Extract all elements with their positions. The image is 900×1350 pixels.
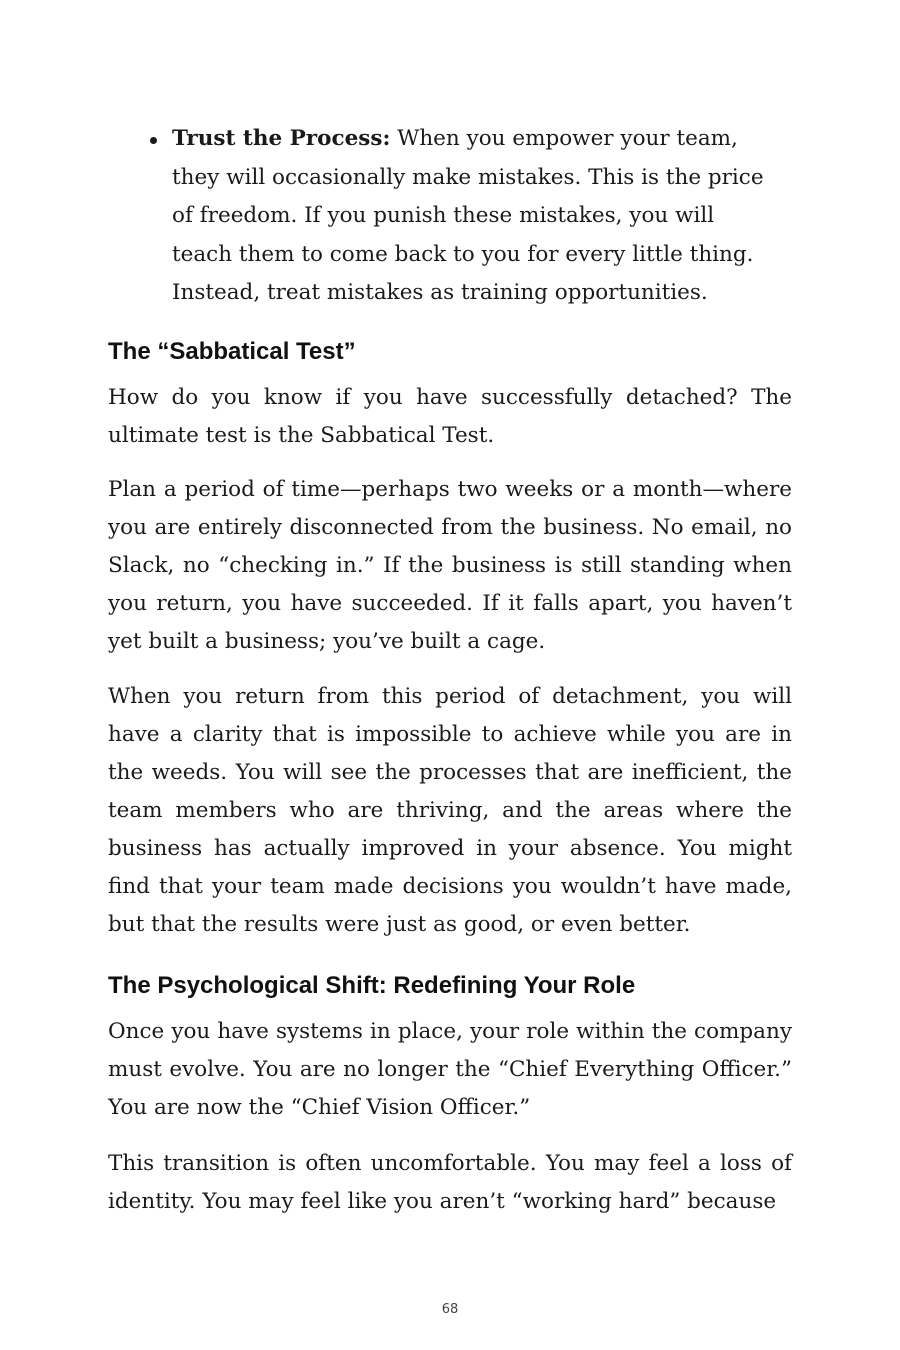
paragraph: This transition is often uncomfortable. You may feel a loss of identity. You may feel like you aren’t “working hard” because (108, 1151, 792, 1214)
book-page (108, 0, 792, 1350)
bullet-item-trust-the-process (172, 120, 772, 313)
bullet-point-icon (150, 137, 157, 144)
paragraph: When you return from this period of detachment, you will have a clarity that is impossible to achieve while you are in the weeds. You will see the processes that are inefficient, the team members who are thriving, and the areas where the business has actually improved in your absence. You might find that your team made decisions you wouldn’t have made, but that the results were just as good, or even better. (108, 684, 792, 937)
bullet-title: Trust the Process: (172, 126, 391, 151)
bullet-text: When you empower your team, they will occasionally make mistakes. This is the price of freedom. If you punish these mistakes, you will teach them to come back to you for every little thing. Instead, treat mistakes as training opportunities. (172, 126, 764, 305)
paragraph: How do you know if you have successfully detached? The ultimate test is the Sabbatical Test. (108, 385, 792, 448)
section-heading-sabbatical-test: The “Sabbatical Test” (108, 338, 356, 365)
paragraph: Plan a period of time—perhaps two weeks or a month—where you are entirely disconnected from the business. No email, no Slack, no “checking in.” If the business is still standing when you return, you have succeeded. If it falls apart, you haven’t yet built a business; you’ve built a cage. (108, 477, 792, 654)
paragraph: Once you have systems in place, your role within the company must evolve. You are no longer the “Chief Everything Officer.” You are now the “Chief Vision Officer.” (108, 1019, 792, 1120)
page-number: 68 (441, 1302, 459, 1317)
section-heading-psychological-shift: The Psychological Shift: Redefining Your Role (108, 972, 636, 999)
